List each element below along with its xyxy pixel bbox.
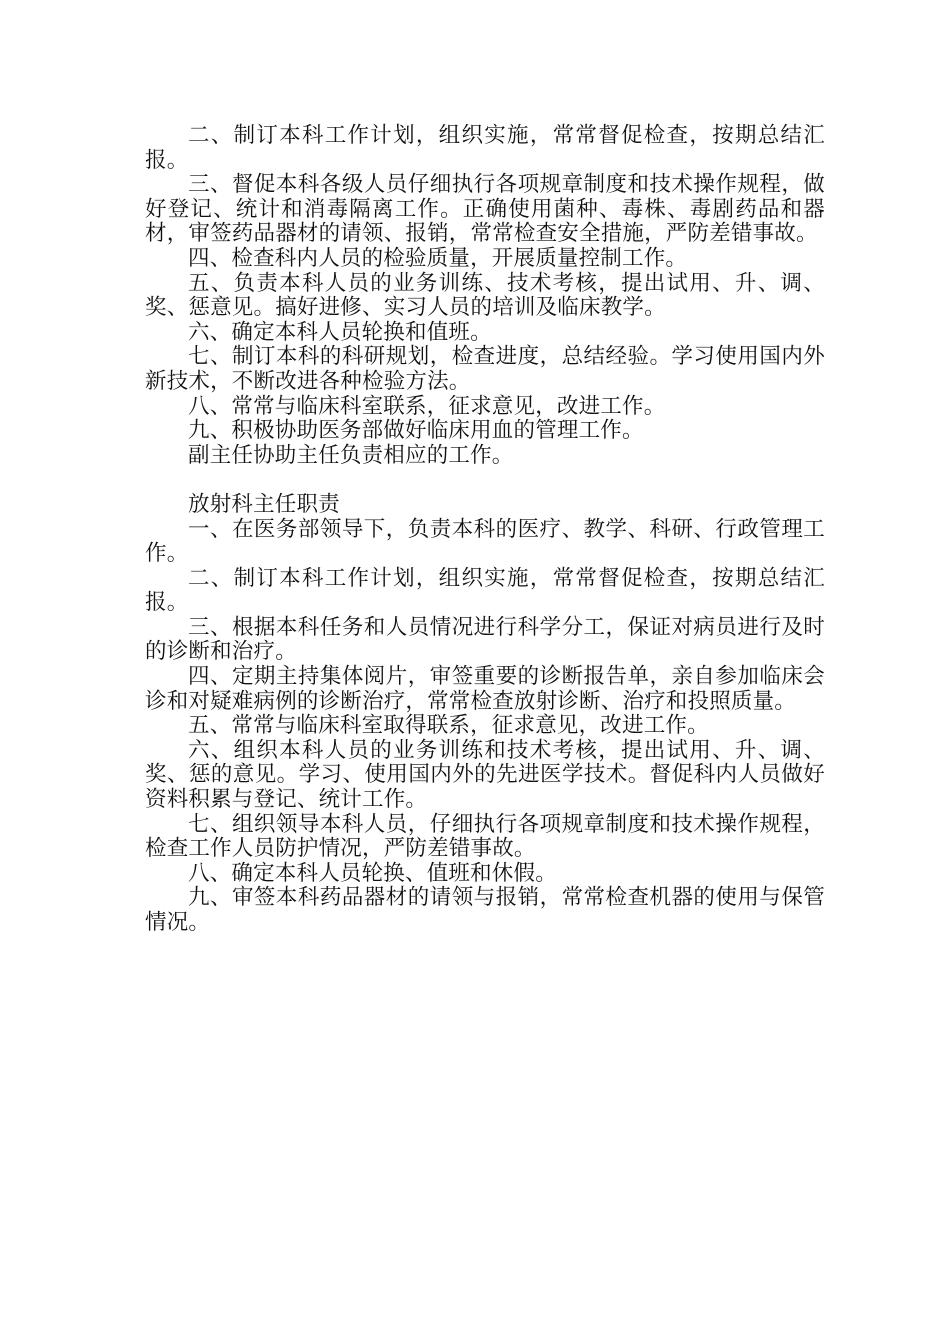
paragraph: 三、督促本科各级人员仔细执行各项规章制度和技术操作规程，做好登记、统计和消毒隔离工作。正确使用菌种、毒株、毒剧药品和器材，审签药品器材的请领、报销，常常检查安全措施，严防差错事故。 (145, 172, 825, 247)
radiology-director-duties-section (145, 493, 825, 936)
paragraph: 七、组织领导本科人员，仔细执行各项规章制度和技术操作规程，检查工作人员防护情况，严防差错事故。 (145, 811, 825, 862)
paragraph: 八、确定本科人员轮换、值班和休假。 (188, 860, 557, 886)
paragraph: 五、常常与临床科室取得联系，征求意见，改进工作。 (188, 713, 709, 739)
paragraph: 九、审签本科药品器材的请领与报销，常常检查机器的使用与保管情况。 (145, 885, 825, 935)
paragraph: 八、常常与临床科室联系，征求意见，改进工作。 (188, 393, 666, 419)
paragraph: 三、根据本科任务和人员情况进行科学分工，保证对病员进行及时的诊断和治疗。 (145, 614, 825, 665)
section-spacer (145, 468, 825, 493)
paragraph: 六、组织本科人员的业务训练和技术考核，提出试用、升、调、奖、惩的意见。学习、使用国内外的先进医学技术。督促科内人员做好资料积累与登记、统计工作。 (145, 737, 825, 813)
paragraph: 六、确定本科人员轮换和值班。 (188, 319, 492, 345)
paragraph: 副主任协助主任负责相应的工作。 (188, 442, 514, 468)
paragraph: 二、制订本科工作计划，组织实施，常常督促检查，按期总结汇报。 (145, 123, 825, 173)
paragraph: 一、在医务部领导下，负责本科的医疗、教学、科研、行政管理工作。 (145, 516, 825, 567)
paragraph: 九、积极协助医务部做好临床用血的管理工作。 (188, 418, 644, 444)
section-title: 放射科主任职责 (188, 491, 340, 517)
paragraph: 五、负责本科人员的业务训练、技术考核，提出试用、升、调、奖、惩意见。搞好进修、实习人员的培训及临床教学。 (145, 270, 825, 321)
paragraph: 四、定期主持集体阅片，审签重要的诊断报告单，亲自参加临床会诊和对疑难病例的诊断治疗，常常检查放射诊断、治疗和投照质量。 (145, 664, 825, 714)
document-body (145, 124, 825, 936)
paragraph: 四、检查科内人员的检验质量，开展质量控制工作。 (188, 245, 688, 271)
lab-director-duties-section (145, 124, 825, 468)
paragraph: 二、制订本科工作计划，组织实施，常常督促检查，按期总结汇报。 (145, 565, 825, 616)
paragraph: 七、制订本科的科研规划，检查进度，总结经验。学习使用国内外新技术，不断改进各种检验方法。 (145, 344, 825, 394)
